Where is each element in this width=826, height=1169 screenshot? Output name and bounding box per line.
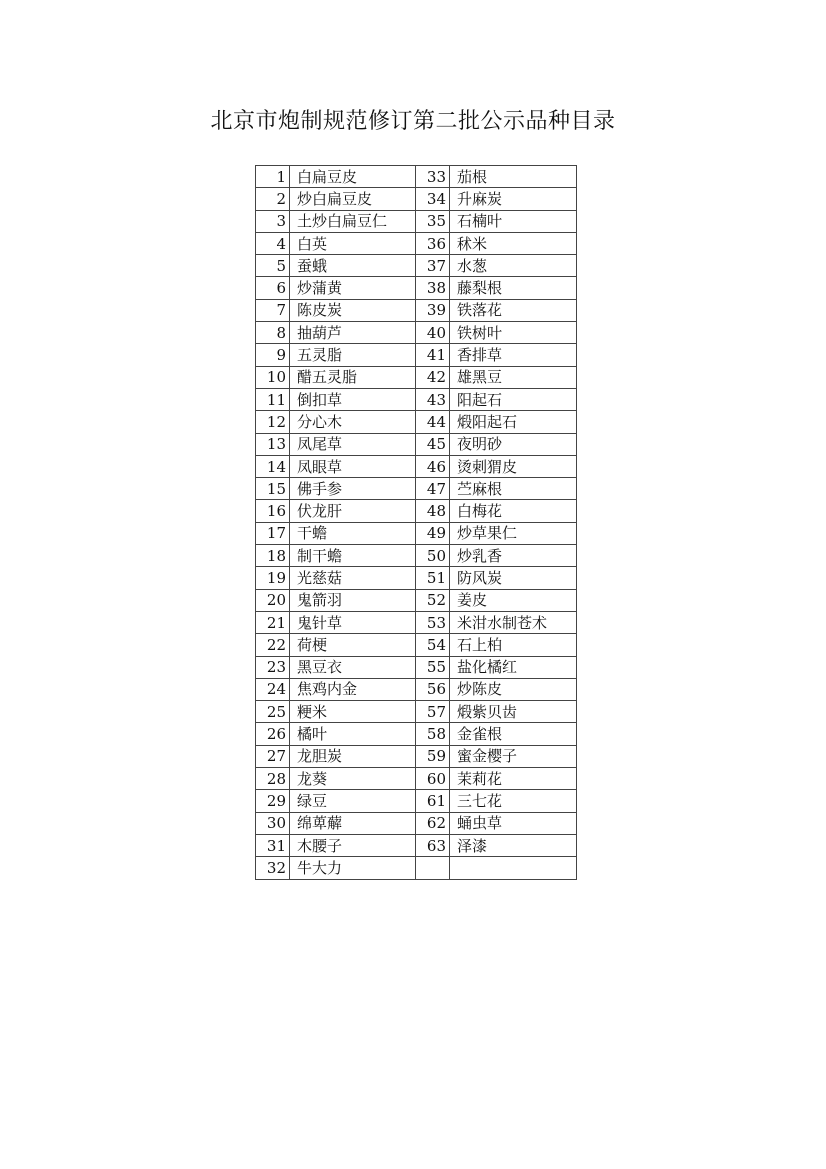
item-number: 47 [416,478,450,500]
item-number: 61 [416,790,450,812]
item-name: 铁树叶 [450,322,577,344]
item-name: 茉莉花 [450,768,577,790]
table-row [256,344,577,366]
item-number: 57 [416,701,450,723]
item-name: 鬼针草 [290,611,416,633]
item-number: 32 [256,857,290,879]
table-row [256,210,577,232]
item-name: 龙胆炭 [290,745,416,767]
item-name: 炒草果仁 [450,522,577,544]
table-row [256,366,577,388]
item-name: 秫米 [450,232,577,254]
item-name: 白扁豆皮 [290,166,416,188]
item-number: 63 [416,834,450,856]
empty-cell [416,857,450,879]
item-number: 52 [416,589,450,611]
item-number: 41 [416,344,450,366]
item-number: 51 [416,567,450,589]
table-row [256,723,577,745]
table-row [256,522,577,544]
item-number: 16 [256,500,290,522]
table-row [256,678,577,700]
item-number: 14 [256,455,290,477]
item-name: 龙葵 [290,768,416,790]
item-name: 石楠叶 [450,210,577,232]
item-name: 盐化橘红 [450,656,577,678]
item-number: 56 [416,678,450,700]
item-number: 55 [416,656,450,678]
item-number: 36 [416,232,450,254]
item-name: 醋五灵脂 [290,366,416,388]
item-name: 五灵脂 [290,344,416,366]
item-number: 45 [416,433,450,455]
item-name: 陈皮炭 [290,299,416,321]
table-row [256,656,577,678]
item-number: 26 [256,723,290,745]
catalog-table-body [256,166,577,880]
item-number: 18 [256,545,290,567]
table-row [256,277,577,299]
item-number: 59 [416,745,450,767]
item-name: 绿豆 [290,790,416,812]
item-name: 凤眼草 [290,455,416,477]
item-number: 50 [416,545,450,567]
table-row [256,299,577,321]
item-name: 夜明砂 [450,433,577,455]
item-name: 白梅花 [450,500,577,522]
item-name: 蜜金樱子 [450,745,577,767]
item-name: 土炒白扁豆仁 [290,210,416,232]
item-name: 炒蒲黄 [290,277,416,299]
item-name: 姜皮 [450,589,577,611]
item-name: 煅紫贝齿 [450,701,577,723]
item-name: 绵萆薢 [290,812,416,834]
item-number: 27 [256,745,290,767]
item-number: 12 [256,411,290,433]
item-number: 54 [416,634,450,656]
table-row [256,433,577,455]
table-row [256,768,577,790]
item-number: 39 [416,299,450,321]
item-number: 40 [416,322,450,344]
item-name: 铁落花 [450,299,577,321]
page-title: 北京市炮制规范修订第二批公示品种目录 [210,109,616,134]
item-name: 粳米 [290,701,416,723]
item-number: 11 [256,388,290,410]
item-name: 木腰子 [290,834,416,856]
item-number: 25 [256,701,290,723]
item-number: 22 [256,634,290,656]
item-name: 蚕蛾 [290,255,416,277]
item-number: 7 [256,299,290,321]
item-name: 鬼箭羽 [290,589,416,611]
item-name: 牛大力 [290,857,416,879]
table-row [256,455,577,477]
item-name: 泽漆 [450,834,577,856]
item-name: 烫刺猬皮 [450,455,577,477]
table-row [256,322,577,344]
item-number: 31 [256,834,290,856]
item-name: 倒扣草 [290,388,416,410]
item-name: 香排草 [450,344,577,366]
item-number: 62 [416,812,450,834]
item-number: 24 [256,678,290,700]
item-number: 30 [256,812,290,834]
item-number: 60 [416,768,450,790]
item-name: 黑豆衣 [290,656,416,678]
item-number: 29 [256,790,290,812]
item-name: 凤尾草 [290,433,416,455]
item-number: 13 [256,433,290,455]
table-row [256,388,577,410]
table-row [256,232,577,254]
item-name: 炒白扁豆皮 [290,188,416,210]
item-number: 35 [416,210,450,232]
item-name: 干蟾 [290,522,416,544]
item-name: 煅阳起石 [450,411,577,433]
item-number: 33 [416,166,450,188]
item-number: 2 [256,188,290,210]
item-number: 49 [416,522,450,544]
item-name: 茄根 [450,166,577,188]
catalog-table [255,165,577,880]
table-row [256,834,577,856]
table-row [256,611,577,633]
table-row [256,790,577,812]
table-row [256,500,577,522]
table-row [256,188,577,210]
item-name: 水葱 [450,255,577,277]
item-number: 4 [256,232,290,254]
item-name: 炒陈皮 [450,678,577,700]
item-name: 分心木 [290,411,416,433]
item-number: 9 [256,344,290,366]
table-row [256,567,577,589]
item-name: 雄黑豆 [450,366,577,388]
item-name: 伏龙肝 [290,500,416,522]
item-name: 三七花 [450,790,577,812]
item-number: 42 [416,366,450,388]
item-name: 金雀根 [450,723,577,745]
item-number: 8 [256,322,290,344]
item-number: 1 [256,166,290,188]
item-name: 升麻炭 [450,188,577,210]
item-number: 19 [256,567,290,589]
item-number: 15 [256,478,290,500]
table-row [256,411,577,433]
table-row [256,812,577,834]
item-name: 荷梗 [290,634,416,656]
table-row [256,857,577,879]
item-number: 58 [416,723,450,745]
item-number: 53 [416,611,450,633]
table-row [256,701,577,723]
table-row [256,589,577,611]
item-number: 6 [256,277,290,299]
table-row [256,255,577,277]
table-row [256,166,577,188]
item-name: 藤梨根 [450,277,577,299]
item-name: 苎麻根 [450,478,577,500]
table-row [256,745,577,767]
item-name: 白英 [290,232,416,254]
item-name: 佛手参 [290,478,416,500]
table-row [256,478,577,500]
item-name: 蛹虫草 [450,812,577,834]
item-number: 37 [416,255,450,277]
table-row [256,545,577,567]
item-number: 44 [416,411,450,433]
item-number: 10 [256,366,290,388]
item-number: 17 [256,522,290,544]
item-name: 炒乳香 [450,545,577,567]
item-number: 23 [256,656,290,678]
item-number: 20 [256,589,290,611]
item-name: 光慈菇 [290,567,416,589]
item-name: 阳起石 [450,388,577,410]
item-number: 3 [256,210,290,232]
item-name: 橘叶 [290,723,416,745]
table-row [256,634,577,656]
item-number: 38 [416,277,450,299]
item-name: 防风炭 [450,567,577,589]
item-name: 石上柏 [450,634,577,656]
item-name: 抽葫芦 [290,322,416,344]
item-number: 46 [416,455,450,477]
item-number: 28 [256,768,290,790]
item-number: 34 [416,188,450,210]
item-number: 43 [416,388,450,410]
item-name: 焦鸡内金 [290,678,416,700]
item-number: 5 [256,255,290,277]
item-number: 21 [256,611,290,633]
item-name: 制干蟾 [290,545,416,567]
item-number: 48 [416,500,450,522]
empty-cell [450,857,577,879]
item-name: 米泔水制苍术 [450,611,577,633]
